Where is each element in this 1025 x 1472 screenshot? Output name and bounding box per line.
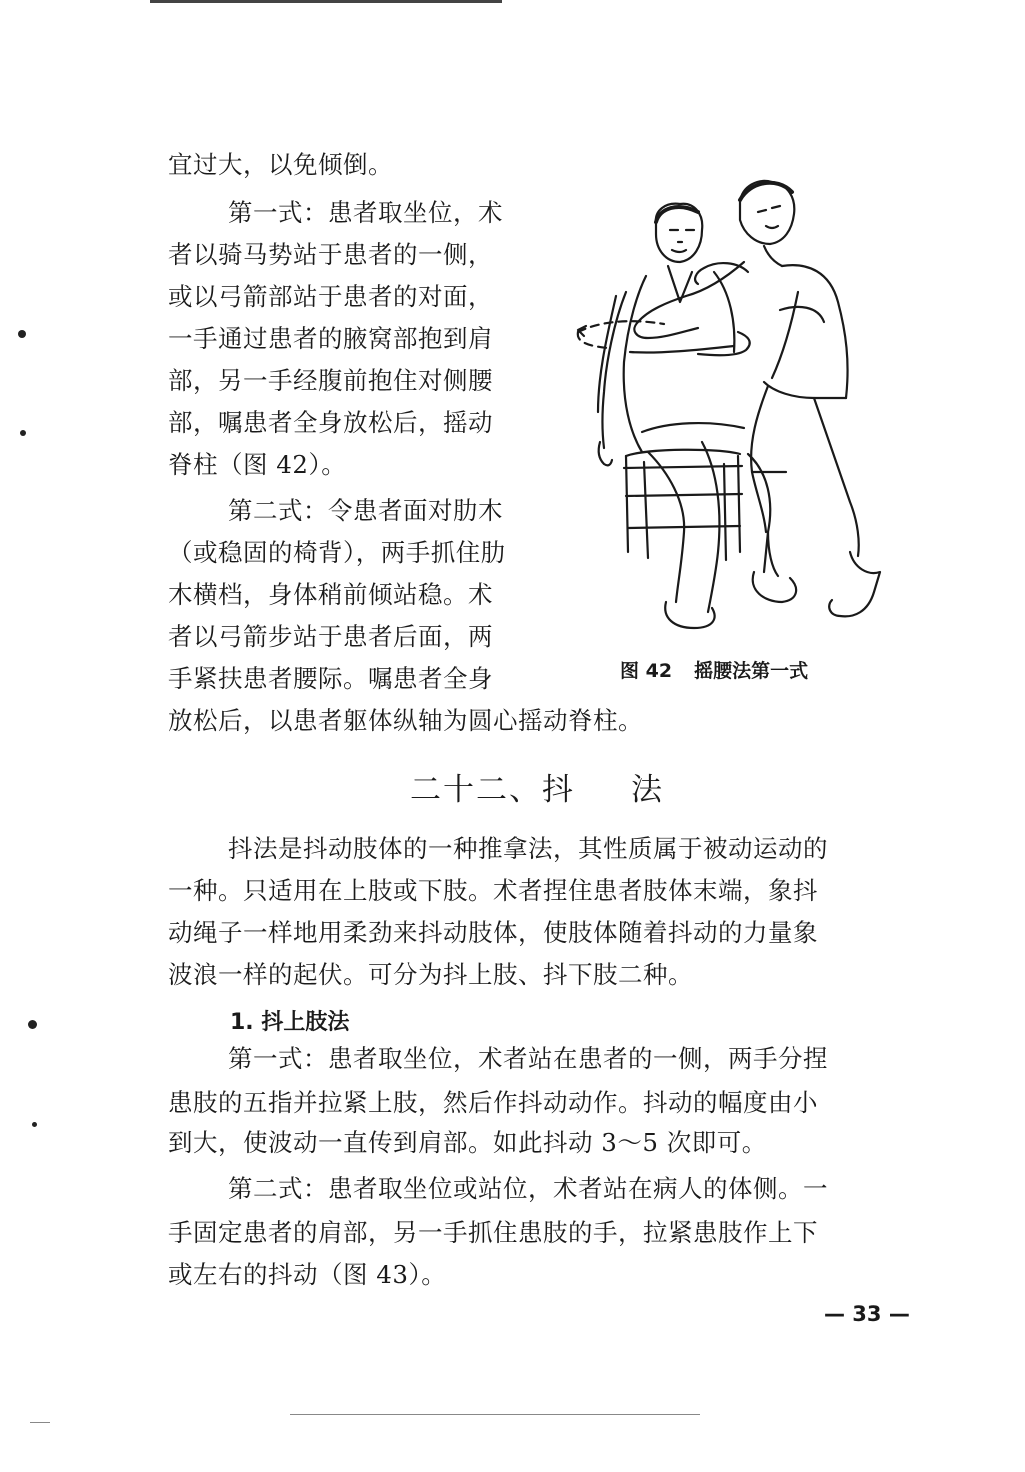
body-line: 患肢的五指并拉紧上肢，然后作抖动动作。抖动的幅度由小 — [168, 1088, 818, 1117]
text-line: 第一式：患者取坐位，术 — [228, 198, 503, 227]
body-line: 手固定患者的肩部，另一手抓住患肢的手，拉紧患肢作上下 — [168, 1218, 818, 1247]
body-line: 第二式：患者取坐位或站位，术者站在病人的体侧。一 — [228, 1174, 828, 1203]
text-line: 或以弓箭部站于患者的对面， — [168, 282, 493, 311]
text-line: 放松后，以患者躯体纵轴为圆心摇动脊柱。 — [168, 706, 643, 735]
figure-caption — [620, 656, 808, 683]
scan-speck — [28, 1020, 37, 1029]
text-line: 者以弓箭步站于患者后面，两 — [168, 622, 493, 651]
body-line: 到大，使波动一直传到肩部。如此抖动 3～5 次即可。 — [168, 1128, 767, 1157]
page-number: — 33 — — [824, 1302, 910, 1326]
figure-title: 摇腰法第一式 — [694, 660, 809, 682]
text-line: 脊柱（图 42）。 — [168, 450, 347, 479]
text-line: 部，另一手经腹前抱住对侧腰 — [168, 366, 493, 395]
text-line: 木横档，身体稍前倾站稳。术 — [168, 580, 493, 609]
text-line: 手紧扶患者腰际。嘱患者全身 — [168, 664, 493, 693]
text-line: 者以骑马势站于患者的一侧， — [168, 240, 493, 269]
text-line: 宜过大，以免倾倒。 — [168, 150, 393, 179]
scan-speck — [18, 330, 26, 338]
section-heading-part1: 二十二、抖 — [410, 772, 575, 808]
top-rule — [150, 0, 502, 3]
text-line: 部，嘱患者全身放松后，摇动 — [168, 408, 493, 437]
scan-line — [30, 1422, 50, 1423]
figure-42-illustration — [568, 172, 898, 642]
body-line: 第一式：患者取坐位，术者站在患者的一侧，两手分捏 — [228, 1044, 828, 1073]
scan-line — [290, 1414, 700, 1415]
scan-speck — [20, 430, 26, 436]
subheading: 1. 抖上肢法 — [230, 1010, 350, 1035]
section-heading — [410, 772, 664, 808]
body-line: 一种。只适用在上肢或下肢。术者捏住患者肢体末端，象抖 — [168, 876, 818, 905]
body-line: 抖法是抖动肢体的一种推拿法，其性质属于被动运动的 — [228, 834, 828, 863]
text-line: 第二式：令患者面对肋木 — [228, 496, 503, 525]
scan-speck — [32, 1122, 37, 1127]
figure-number: 图 42 — [620, 660, 673, 682]
body-line: 或左右的抖动（图 43）。 — [168, 1260, 447, 1289]
body-line: 动绳子一样地用柔劲来抖动肢体，使肢体随着抖动的力量象 — [168, 918, 818, 947]
text-line: （或稳固的椅背），两手抓住肋 — [168, 538, 506, 567]
section-heading-part2: 法 — [631, 772, 664, 808]
body-line: 波浪一样的起伏。可分为抖上肢、抖下肢二种。 — [168, 960, 693, 989]
text-line: 一手通过患者的腋窝部抱到肩 — [168, 324, 493, 353]
